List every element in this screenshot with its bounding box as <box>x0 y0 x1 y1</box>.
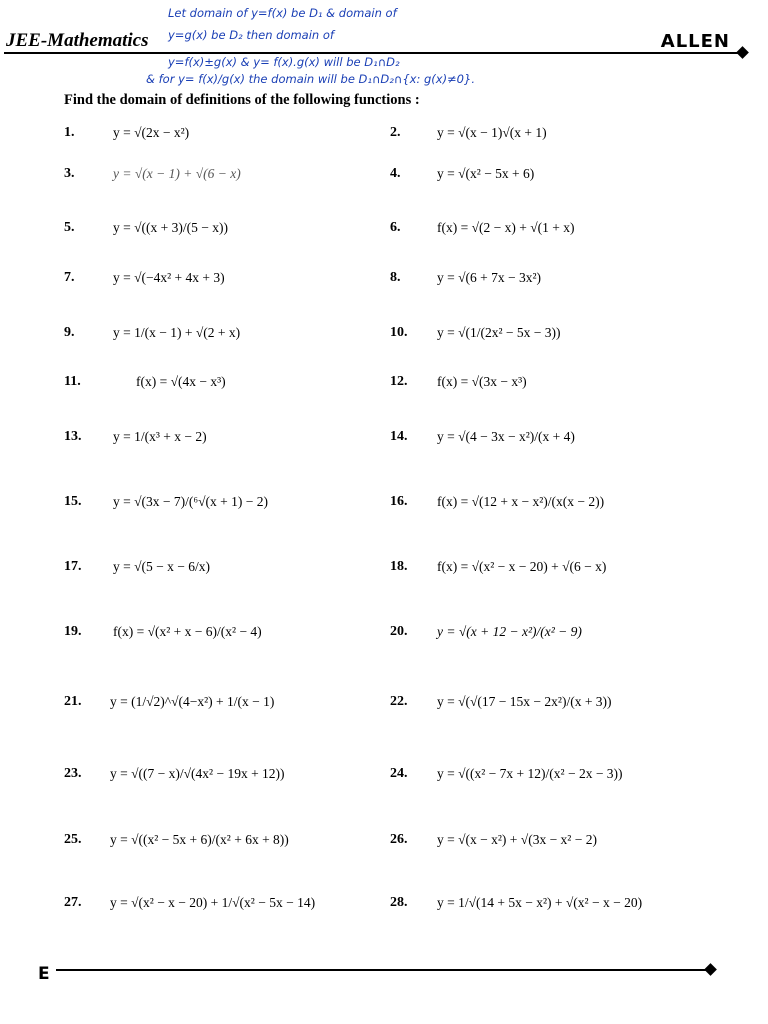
question-number: 22. <box>390 694 408 709</box>
question-expression: y = √(x − x²) + √(3x − x² − 2) <box>437 832 597 847</box>
question-expression: f(x) = √(2 − x) + √(1 + x) <box>437 220 575 235</box>
question-number: 18. <box>390 559 408 574</box>
handwritten-note-4: & for y= f(x)/g(x) the domain will be D₁∩D₂∩{x: g(x)≠0}. <box>146 72 475 86</box>
question-expression: y = √(2x − x²) <box>113 125 190 140</box>
question-expression: y = √(3x − 7)/(⁶√(x + 1) − 2) <box>113 494 268 509</box>
handwritten-note-2: y=g(x) be D₂ then domain of <box>168 28 334 42</box>
question-number: 15. <box>64 494 82 509</box>
question-number: 10. <box>390 325 408 340</box>
question-expression: f(x) = √(x² + x − 6)/(x² − 4) <box>113 624 262 639</box>
handwritten-note-1: Let domain of y=f(x) be D₁ & domain of <box>168 6 397 20</box>
question-expression: f(x) = √(12 + x − x²)/(x(x − 2)) <box>437 494 605 509</box>
question-expression: y = 1/√(14 + 5x − x²) + √(x² − x − 20) <box>437 895 643 910</box>
question-number: 11. <box>64 374 81 389</box>
question-expression: y = √(6 + 7x − 3x²) <box>437 270 542 285</box>
header-rule-diamond <box>736 46 749 59</box>
question-number: 5. <box>64 220 75 235</box>
question-expression: y = 1/(x − 1) + √(2 + x) <box>113 325 241 340</box>
question-expression: y = √(x + 12 − x²)/(x² − 9) <box>437 624 582 639</box>
question-expression: y = 1/(x³ + x − 2) <box>113 429 207 444</box>
question-expression: f(x) = √(3x − x³) <box>437 374 527 389</box>
section-heading: Find the domain of definitions of the following functions : <box>64 92 420 108</box>
question-number: 26. <box>390 832 408 847</box>
question-number: 28. <box>390 895 408 910</box>
question-number: 19. <box>64 624 82 639</box>
question-number: 3. <box>64 166 75 181</box>
page-header-title: JEE-Mathematics <box>6 30 149 51</box>
footer-rule <box>56 969 710 971</box>
question-expression: y = √(x − 1) + √(6 − x) <box>113 166 241 181</box>
question-expression: y = √(1/(2x² − 5x − 3)) <box>437 325 561 340</box>
question-number: 17. <box>64 559 82 574</box>
question-expression: y = √(√(17 − 15x − 2x²)/(x + 3)) <box>437 694 612 709</box>
question-expression: y = √(x² − 5x + 6) <box>437 166 535 181</box>
question-number: 8. <box>390 270 401 285</box>
question-number: 23. <box>64 766 82 781</box>
question-number: 2. <box>390 125 401 140</box>
question-expression: y = √((7 − x)/√(4x² − 19x + 12)) <box>110 766 285 781</box>
question-number: 25. <box>64 832 82 847</box>
question-expression: y = (1/√2)^√(4−x²) + 1/(x − 1) <box>110 694 275 709</box>
question-number: 13. <box>64 429 82 444</box>
footer-rule-diamond <box>704 963 717 976</box>
question-number: 12. <box>390 374 408 389</box>
question-number: 4. <box>390 166 401 181</box>
question-expression: y = √((x² − 5x + 6)/(x² + 6x + 8)) <box>110 832 289 847</box>
question-expression: y = √(x² − x − 20) + 1/√(x² − 5x − 14) <box>110 895 316 910</box>
question-number: 9. <box>64 325 75 340</box>
question-number: 20. <box>390 624 408 639</box>
question-expression: y = √((x² − 7x + 12)/(x² − 2x − 3)) <box>437 766 623 781</box>
brand-logo: ALLEN <box>660 31 730 52</box>
question-number: 24. <box>390 766 408 781</box>
question-expression: y = √(−4x² + 4x + 3) <box>113 270 225 285</box>
footer-letter: E <box>38 964 50 984</box>
header-rule <box>4 52 742 54</box>
question-number: 21. <box>64 694 82 709</box>
question-number: 6. <box>390 220 401 235</box>
question-expression: f(x) = √(x² − x − 20) + √(6 − x) <box>437 559 607 574</box>
question-number: 16. <box>390 494 408 509</box>
question-expression: y = √(4 − 3x − x²)/(x + 4) <box>437 429 575 444</box>
question-number: 27. <box>64 895 82 910</box>
question-expression: y = √((x + 3)/(5 − x)) <box>113 220 228 235</box>
question-expression: y = √(5 − x − 6/x) <box>113 559 210 574</box>
question-number: 1. <box>64 125 75 140</box>
question-number: 14. <box>390 429 408 444</box>
question-expression: f(x) = √(4x − x³) <box>136 374 226 389</box>
handwritten-note-3: y=f(x)±g(x) & y= f(x).g(x) will be D₁∩D₂ <box>168 55 400 69</box>
question-expression: y = √(x − 1)√(x + 1) <box>437 125 547 140</box>
question-number: 7. <box>64 270 75 285</box>
